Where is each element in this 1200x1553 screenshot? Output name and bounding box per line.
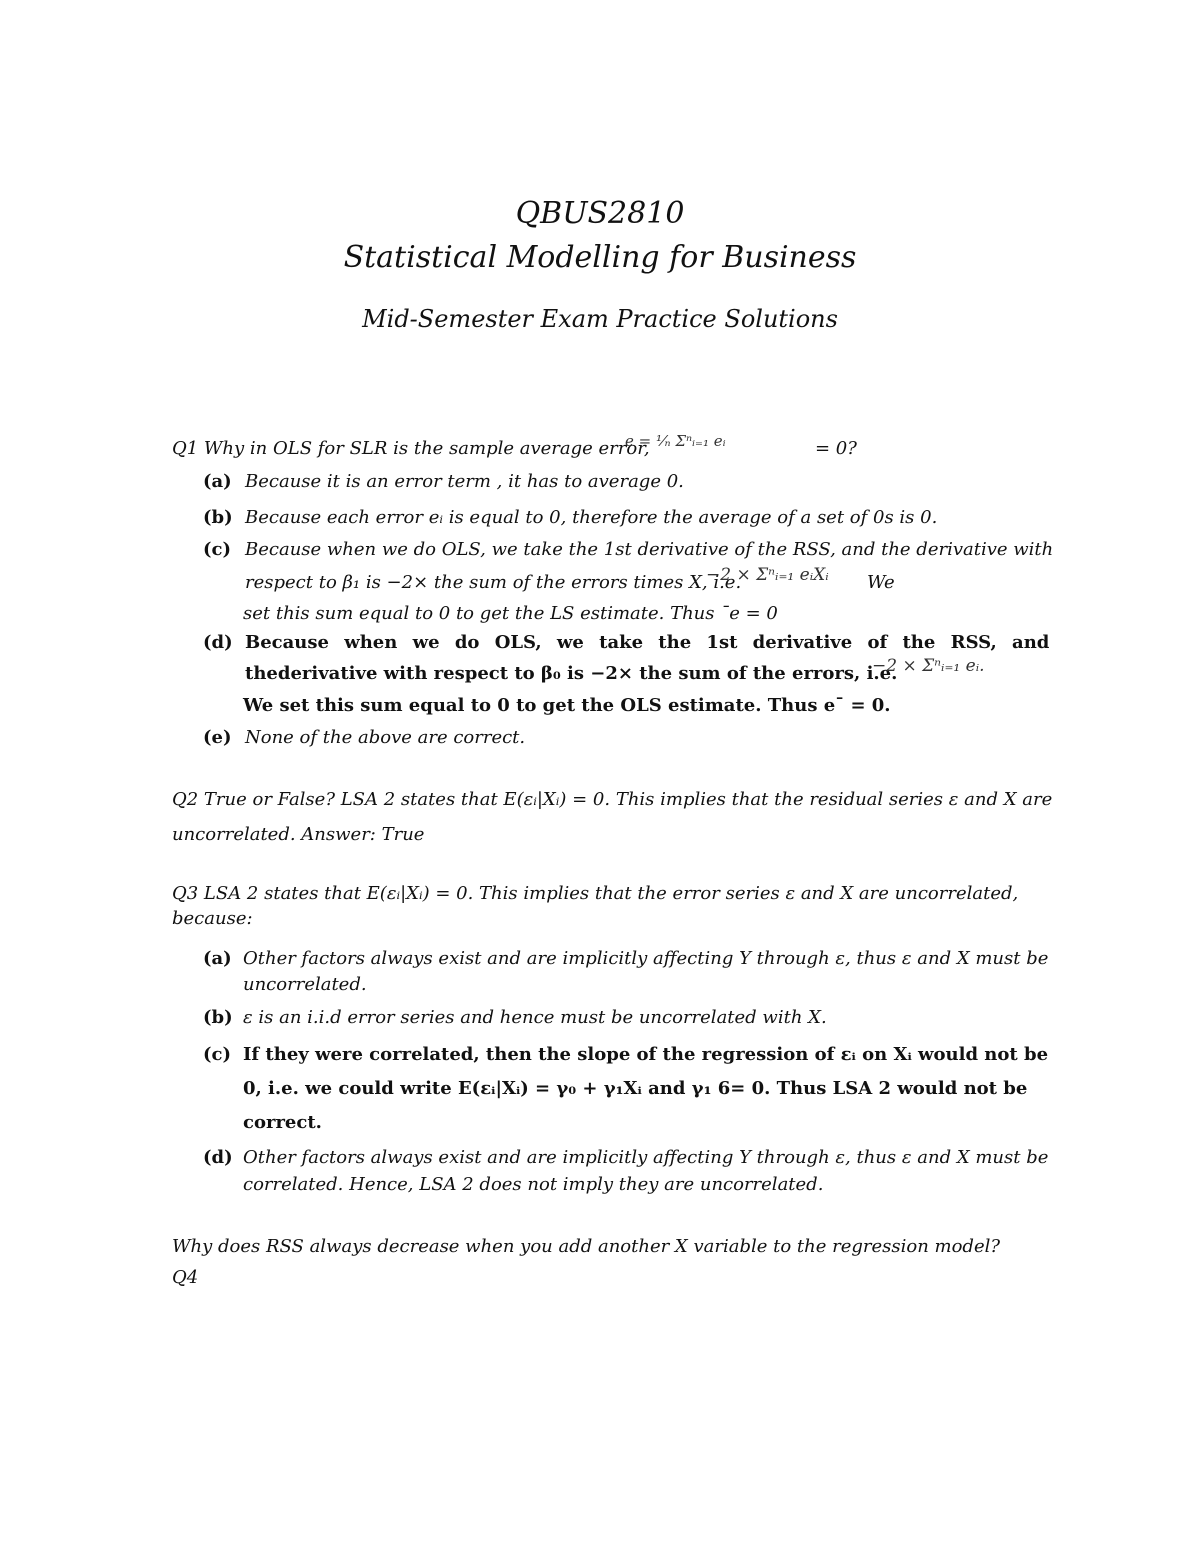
q1-option-c-formula: −2 × Σⁿᵢ₌₁ eᵢXᵢ — [706, 565, 829, 585]
q3-line2: because: — [172, 908, 253, 929]
q1-option-c-label: (c) — [203, 539, 231, 560]
q2-line2: uncorrelated. Answer: True — [172, 824, 425, 845]
q3-option-a-line1: Other factors always exist and are implicitly affecting Y through ε, thus ε and X must be — [243, 948, 1049, 969]
q3-option-a-label: (a) — [203, 948, 232, 969]
q3-option-b: ε is an i.i.d error series and hence must be uncorrelated with X. — [243, 1007, 827, 1028]
q3-option-a-line2: uncorrelated. — [243, 974, 367, 995]
course-title: Statistical Modelling for Business — [343, 240, 857, 275]
q1-option-e: None of the above are correct. — [245, 727, 526, 748]
q1-option-a-label: (a) — [203, 471, 232, 492]
q1-option-c-line1: Because when we do OLS, we take the 1st derivative of the RSS, and the derivative with — [245, 539, 1054, 560]
q1-option-d-formula: −2 × Σⁿᵢ₌₁ eᵢ. — [872, 656, 985, 676]
document-subtitle: Mid-Semester Exam Practice Solutions — [362, 305, 838, 333]
q3-line1: Q3 LSA 2 states that E(εᵢ|Xᵢ) = 0. This implies that the error series ε and X are uncorrelated, — [172, 883, 1019, 904]
course-code: QBUS2810 — [515, 196, 685, 231]
q1-option-b: Because each error eᵢ is equal to 0, therefore the average of a set of 0s is 0. — [245, 507, 938, 528]
q1-option-d-label: (d) — [203, 632, 233, 653]
q4-line1: Why does RSS always decrease when you add another X variable to the regression model? — [172, 1236, 1001, 1257]
q1-option-a: Because it is an error term , it has to average 0. — [245, 471, 684, 492]
q2-line1: Q2 True or False? LSA 2 states that E(εᵢ|Xᵢ) = 0. This implies that the residual series ε and X are — [172, 789, 1053, 810]
q3-option-d-line2: correlated. Hence, LSA 2 does not imply they are uncorrelated. — [243, 1174, 824, 1195]
q3-option-d-line1: Other factors always exist and are implicitly affecting Y through ε, thus ε and X must be — [243, 1147, 1049, 1168]
q1-average-formula: e = ¹⁄ₙ Σⁿᵢ₌₁ eᵢ — [625, 432, 726, 450]
q1-option-d-line3: We set this sum equal to 0 to get the OLS estimate. Thus e¯ = 0. — [243, 695, 891, 716]
q3-option-c-line1: If they were correlated, then the slope of the regression of εᵢ on Xᵢ would not be — [243, 1044, 1049, 1065]
q3-option-c-line2: 0, i.e. we could write E(εᵢ|Xᵢ) = γ₀ + γ₁Xᵢ and γ₁ 6= 0. Thus LSA 2 would not be — [243, 1078, 1028, 1099]
q1-stem: Q1 Why in OLS for SLR is the sample average error, — [172, 438, 650, 459]
q1-option-c-line2-tail: We — [867, 572, 895, 593]
q3-option-b-label: (b) — [203, 1007, 233, 1028]
q3-option-c-label: (c) — [203, 1044, 231, 1065]
q1-option-b-label: (b) — [203, 507, 233, 528]
q1-option-c-line2: respect to β₁ is −2× the sum of the errors times X, i.e. — [245, 572, 742, 593]
q1-option-d-line1: Because when we do OLS, we take the 1st derivative of the RSS, and — [245, 632, 1050, 653]
q1-option-d-line2: thederivative with respect to β₀ is −2× the sum of the errors, i.e. — [245, 663, 898, 684]
q1-stem-tail: = 0? — [815, 438, 857, 459]
q4-line2: Q4 — [172, 1267, 199, 1288]
q3-option-d-label: (d) — [203, 1147, 233, 1168]
q1-option-c-line3: set this sum equal to 0 to get the LS estimate. Thus ¯e = 0 — [243, 603, 778, 624]
q3-option-c-line3: correct. — [243, 1112, 322, 1133]
q1-option-e-label: (e) — [203, 727, 232, 748]
